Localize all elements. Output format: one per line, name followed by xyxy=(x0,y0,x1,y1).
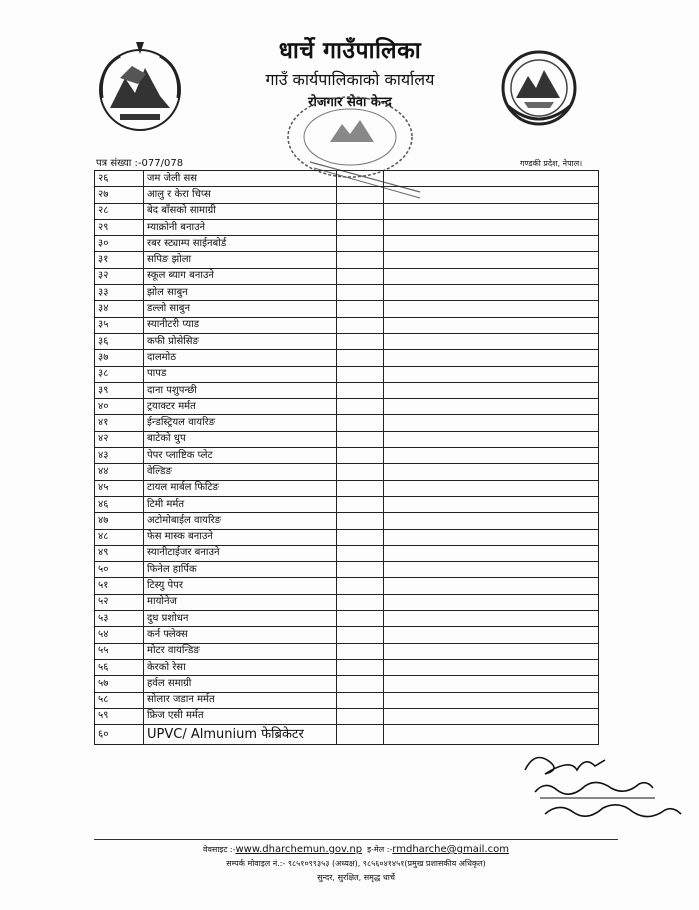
row-number: ३६ xyxy=(95,333,144,349)
office-subtitle: गाउँ कार्यपालिकाको कार्यालय xyxy=(265,70,435,89)
row-item: स्यानीटाईजर बनाउने xyxy=(144,545,337,561)
row-empty-cell xyxy=(337,513,384,529)
row-empty-cell xyxy=(384,464,599,480)
row-item: फ्रिज एसी मर्मत xyxy=(144,708,337,724)
row-empty-cell xyxy=(337,643,384,659)
municipality-logo-icon xyxy=(498,46,580,130)
row-item: फिनेल हार्पिक xyxy=(144,562,337,578)
table-row xyxy=(95,708,599,724)
row-number: ४८ xyxy=(95,529,144,545)
row-empty-cell xyxy=(384,382,599,398)
row-empty-cell xyxy=(337,480,384,496)
province-label: गण्डकी प्रदेश, नेपाल। xyxy=(520,159,583,168)
row-empty-cell xyxy=(384,496,599,512)
row-empty-cell xyxy=(337,219,384,235)
row-empty-cell xyxy=(384,219,599,235)
row-number: ५५ xyxy=(95,643,144,659)
contact-numbers: सम्पर्क मोवाइल नं.:- ९८५१०९९३५३ (अध्यक्ष), ९८५६०४१४५१(प्रमुख प्रशासकीय अधिकृत) xyxy=(226,859,486,868)
email-label: इ-मेल :- xyxy=(367,845,393,854)
row-item: पेपर प्लाष्टिक प्लेट xyxy=(144,448,337,464)
row-empty-cell xyxy=(384,529,599,545)
row-item: दालमोठ xyxy=(144,350,337,366)
row-item: वेल्डिङ xyxy=(144,464,337,480)
row-empty-cell xyxy=(337,382,384,398)
row-empty-cell xyxy=(337,236,384,252)
row-empty-cell xyxy=(337,594,384,610)
row-item: टिमी मर्मत xyxy=(144,496,337,512)
table-row xyxy=(95,366,599,382)
row-empty-cell xyxy=(337,187,384,203)
row-empty-cell xyxy=(337,333,384,349)
row-empty-cell xyxy=(384,317,599,333)
row-item: बाटेको धुप xyxy=(144,431,337,447)
row-empty-cell xyxy=(337,431,384,447)
row-number: ५१ xyxy=(95,578,144,594)
table-row xyxy=(95,187,599,203)
row-item: केरको रेसा xyxy=(144,659,337,675)
row-empty-cell xyxy=(384,562,599,578)
table-row xyxy=(95,219,599,235)
row-empty-cell xyxy=(384,203,599,219)
row-empty-cell xyxy=(337,725,384,745)
row-number: ५८ xyxy=(95,692,144,708)
row-number: ४३ xyxy=(95,448,144,464)
row-item: ईन्डस्ट्रियल वायरिङ xyxy=(144,415,337,431)
row-number: ३३ xyxy=(95,285,144,301)
row-empty-cell xyxy=(384,708,599,724)
table-row xyxy=(95,268,599,284)
row-empty-cell xyxy=(384,399,599,415)
row-number: ३९ xyxy=(95,382,144,398)
row-empty-cell xyxy=(384,187,599,203)
row-number: २६ xyxy=(95,171,144,187)
row-number: ५० xyxy=(95,562,144,578)
row-item: बेद बाँसको सामाग्री xyxy=(144,203,337,219)
row-empty-cell xyxy=(337,350,384,366)
table-row xyxy=(95,643,599,659)
row-item: अटोमोबाईल वायरिङ xyxy=(144,513,337,529)
row-number: ३० xyxy=(95,236,144,252)
row-empty-cell xyxy=(337,366,384,382)
table-row xyxy=(95,236,599,252)
row-number: ५६ xyxy=(95,659,144,675)
table-row xyxy=(95,333,599,349)
table-row xyxy=(95,676,599,692)
table-row xyxy=(95,627,599,643)
row-empty-cell xyxy=(337,545,384,561)
row-empty-cell xyxy=(337,578,384,594)
row-number: ५२ xyxy=(95,594,144,610)
table-row xyxy=(95,594,599,610)
row-item: स्कूल ब्याग बनाउने xyxy=(144,268,337,284)
row-number: २८ xyxy=(95,203,144,219)
table-row xyxy=(95,496,599,512)
table-row xyxy=(95,611,599,627)
table-row xyxy=(95,252,599,268)
table-row xyxy=(95,480,599,496)
row-item: टायल मार्बल फिटिङ xyxy=(144,480,337,496)
table-row xyxy=(95,301,599,317)
row-empty-cell xyxy=(337,464,384,480)
row-number: ४७ xyxy=(95,513,144,529)
table-row xyxy=(95,317,599,333)
row-empty-cell xyxy=(337,496,384,512)
row-empty-cell xyxy=(337,529,384,545)
row-number: ४४ xyxy=(95,464,144,480)
motto: सुन्दर, सुरक्षित, समृद्ध धार्चे xyxy=(317,873,395,882)
row-empty-cell xyxy=(384,236,599,252)
row-empty-cell xyxy=(384,659,599,675)
table-row xyxy=(95,399,599,415)
footer xyxy=(94,843,618,885)
row-item: सपिङ झोला xyxy=(144,252,337,268)
training-list-table xyxy=(94,170,599,745)
nepal-emblem-icon xyxy=(80,38,200,138)
row-number: ४६ xyxy=(95,496,144,512)
service-center-name: रोजगार सेवा केन्द्र xyxy=(308,95,392,110)
row-empty-cell xyxy=(384,578,599,594)
row-empty-cell xyxy=(337,317,384,333)
handwritten-signature-icon xyxy=(515,740,685,830)
row-number: ६० xyxy=(95,725,144,745)
row-item: म्याक्रोनी बनाउने xyxy=(144,219,337,235)
table-row xyxy=(95,171,599,187)
table-row xyxy=(95,431,599,447)
footer-divider xyxy=(94,839,618,840)
table-row xyxy=(95,513,599,529)
row-empty-cell xyxy=(384,545,599,561)
row-empty-cell xyxy=(384,448,599,464)
row-empty-cell xyxy=(337,301,384,317)
reference-number: पत्र संख्या :-077/078 xyxy=(96,158,184,169)
row-item: स्यानीटरी प्याड xyxy=(144,317,337,333)
row-empty-cell xyxy=(337,171,384,187)
row-empty-cell xyxy=(337,692,384,708)
row-number: ४० xyxy=(95,399,144,415)
row-empty-cell xyxy=(384,333,599,349)
table-row xyxy=(95,350,599,366)
row-empty-cell xyxy=(384,350,599,366)
row-number: ३७ xyxy=(95,350,144,366)
row-number: ५३ xyxy=(95,611,144,627)
table-row xyxy=(95,448,599,464)
row-empty-cell xyxy=(384,252,599,268)
row-empty-cell xyxy=(337,285,384,301)
table-row xyxy=(95,382,599,398)
row-number: ३८ xyxy=(95,366,144,382)
table-row xyxy=(95,545,599,561)
row-number: ४५ xyxy=(95,480,144,496)
row-item: हर्वल समाग्री xyxy=(144,676,337,692)
row-item: जम जेली सस xyxy=(144,171,337,187)
row-item: फेस मास्क बनाउने xyxy=(144,529,337,545)
website-link[interactable]: www.dharchemun.gov.np xyxy=(235,844,363,855)
row-item: आलु र केरा चिप्स xyxy=(144,187,337,203)
row-empty-cell xyxy=(384,415,599,431)
row-number: ३४ xyxy=(95,301,144,317)
table-row xyxy=(95,562,599,578)
row-empty-cell xyxy=(384,643,599,659)
row-item: मायोनेज xyxy=(144,594,337,610)
row-empty-cell xyxy=(384,366,599,382)
row-item: डल्लो साबुन xyxy=(144,301,337,317)
row-item: कर्न फ्लेक्स xyxy=(144,627,337,643)
row-item: पापड xyxy=(144,366,337,382)
row-number: ४९ xyxy=(95,545,144,561)
row-empty-cell xyxy=(337,627,384,643)
row-number: २९ xyxy=(95,219,144,235)
row-number: ५७ xyxy=(95,676,144,692)
table-row xyxy=(95,659,599,675)
row-number: ५४ xyxy=(95,627,144,643)
table-row xyxy=(95,203,599,219)
row-item: कफी प्रोसेसिङ xyxy=(144,333,337,349)
row-item: दाना पशुपन्छी xyxy=(144,382,337,398)
row-empty-cell xyxy=(337,659,384,675)
row-item: झोल साबुन xyxy=(144,285,337,301)
row-empty-cell xyxy=(384,594,599,610)
row-item: सोलार जडान मर्मत xyxy=(144,692,337,708)
row-empty-cell xyxy=(337,415,384,431)
row-empty-cell xyxy=(337,268,384,284)
municipality-title: धार्चे गाउँपालिका xyxy=(278,38,422,64)
row-empty-cell xyxy=(384,513,599,529)
row-empty-cell xyxy=(384,627,599,643)
row-empty-cell xyxy=(384,285,599,301)
row-empty-cell xyxy=(384,268,599,284)
row-number: ३१ xyxy=(95,252,144,268)
row-empty-cell xyxy=(384,431,599,447)
row-item: मोटर वायन्डिङ xyxy=(144,643,337,659)
row-number: ४२ xyxy=(95,431,144,447)
row-number: २७ xyxy=(95,187,144,203)
email-link[interactable]: rmdharche@gmail.com xyxy=(392,844,509,855)
row-empty-cell xyxy=(337,399,384,415)
website-label: वेवसाइट :- xyxy=(203,845,236,854)
row-item: दुध प्रशोधन xyxy=(144,611,337,627)
row-empty-cell xyxy=(337,203,384,219)
row-item: UPVC/ Almunium फेब्रिकेटर xyxy=(144,725,337,745)
row-item: ट्रयाक्टर मर्मत xyxy=(144,399,337,415)
table-row xyxy=(95,578,599,594)
table-row xyxy=(95,464,599,480)
row-empty-cell xyxy=(384,611,599,627)
row-empty-cell xyxy=(384,171,599,187)
table-row xyxy=(95,415,599,431)
row-empty-cell xyxy=(337,611,384,627)
row-item: टिस्यु पेपर xyxy=(144,578,337,594)
table-row xyxy=(95,529,599,545)
row-empty-cell xyxy=(337,708,384,724)
row-empty-cell xyxy=(337,252,384,268)
row-empty-cell xyxy=(337,448,384,464)
row-number: ३५ xyxy=(95,317,144,333)
row-empty-cell xyxy=(337,562,384,578)
row-empty-cell xyxy=(384,692,599,708)
row-number: ५९ xyxy=(95,708,144,724)
table-row xyxy=(95,692,599,708)
row-number: ४१ xyxy=(95,415,144,431)
row-empty-cell xyxy=(337,676,384,692)
table-row xyxy=(95,285,599,301)
row-empty-cell xyxy=(384,676,599,692)
row-empty-cell xyxy=(384,480,599,496)
row-empty-cell xyxy=(384,301,599,317)
row-item: रबर स्ट्याम्प साईनबोर्ड xyxy=(144,236,337,252)
row-number: ३२ xyxy=(95,268,144,284)
